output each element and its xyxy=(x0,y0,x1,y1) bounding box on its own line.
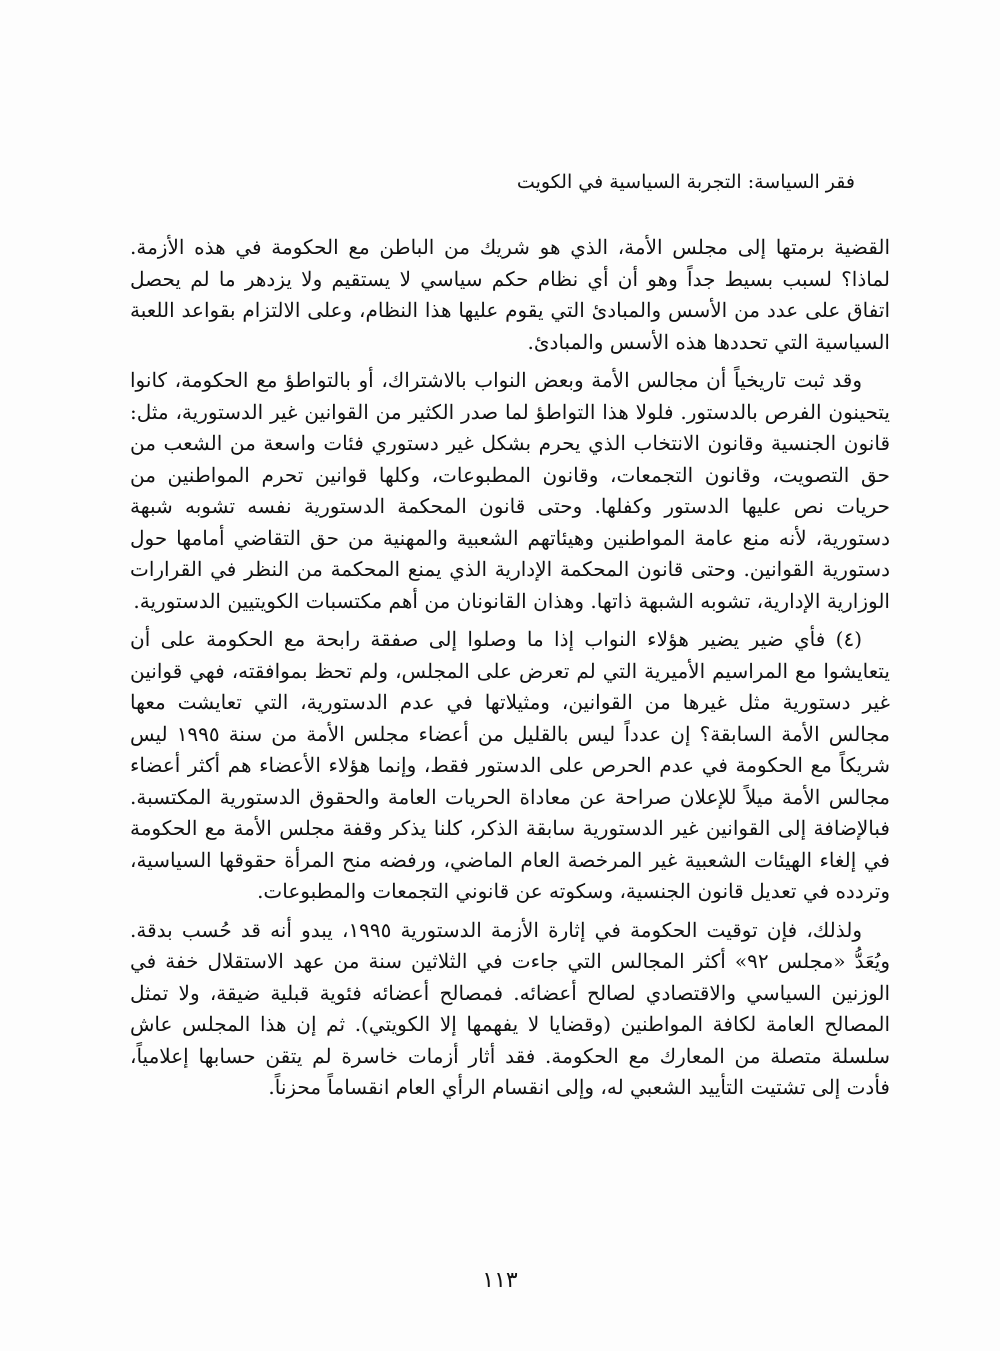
running-header: فقر السياسة: التجربة السياسية في الكويت xyxy=(516,171,855,193)
paragraph: ولذلك، فإن توقيت الحكومة في إثارة الأزمة الدستورية ١٩٩٥، يبدو أنه قد حُسب بدقة. ويُعَدُّ «مجلس ٩٢» أكثر المجالس التي جاءت في الثلاثين سنة من عهد الاستقلال خفة في الوزنين السياسي والاقتصادي لصالح أعضائه. فمصالح أعضائه فئوية قبلية ضيقة، ولا تمثل المصالح العامة لكافة المواطنين (وقضايا لا يفهمها إلا الكويتي). ثم إن هذا المجلس عاش سلسلة متصلة من المعارك مع الحكومة. فقد أثار أزمات خاسرة لم يتقن حسابها إعلامياً، فأدت إلى تشتيت التأييد الشعبي له، وإلى انقسام الرأي العام انقساماً محزناً. xyxy=(130,917,890,1099)
paragraph: القضية برمتها إلى مجلس الأمة، الذي هو شريك من الباطن مع الحكومة في هذه الأزمة. لماذا؟ لسبب بسيط جداً وهو أن أي نظام حكم سياسي لا يستقيم ولا يزدهر ما لم يحصل اتفاق على عدد من الأسس والمبادئ التي يقوم عليها هذا النظام، وعلى الالتزام بقواعد اللعبة السياسية التي تحددها هذه الأسس والمبادئ. xyxy=(130,235,890,354)
page-number: ١١٣ xyxy=(482,1268,518,1293)
body-text xyxy=(130,232,890,1111)
paragraph: وقد ثبت تاريخياً أن مجالس الأمة وبعض النواب بالاشتراك، أو بالتواطؤ مع الحكومة، كانوا يتحينون الفرص بالدستور. فلولا هذا التواطؤ لما صدر الكثير من القوانين غير الدستورية، مثل: قانون الجنسية وقانون الانتخاب الذي يحرم بشكل غير دستوري فئات واسعة من الشعب من حق التصويت، وقانون التجمعات، وقانون المطبوعات، وكلها قوانين تحرم المواطنين من حريات نص عليها الدستور وكفلها. وحتى قانون المحكمة الدستورية نفسه تشوبه شبهة دستورية، لأنه منع عامة المواطنين وهيئاتهم الشعبية والمهنية من حق التقاضي أمامها حول دستورية القوانين. وحتى قانون المحكمة الإدارية الذي يمنع المحكمة من النظر في القرارات الوزارية الإدارية، تشوبه الشبهة ذاتها. وهذان القانونان من أهم مكتسبات الكويتيين الدستورية. xyxy=(130,368,890,613)
paragraph: (٤) فأي ضير يضير هؤلاء النواب إذا ما وصلوا إلى صفقة رابحة مع الحكومة على أن يتعايشوا مع المراسيم الأميرية التي لم تعرض على المجلس، ولم تحظ بموافقته، فهي قوانين غير دستورية مثل غيرها من القوانين، ومثيلاتها في عدم الدستورية، التي تعايشت معها مجالس الأمة السابقة؟ إن عدداً ليس بالقليل من أعضاء مجلس الأمة من سنة ١٩٩٥ ليس شريكاً مع الحكومة في عدم الحرص على الدستور فقط، وإنما هؤلاء الأعضاء هم أكثر أعضاء مجالس الأمة ميلاً للإعلان صراحة عن معاداة الحريات العامة والحقوق الدستورية المكتسبة. فبالإضافة إلى القوانين غير الدستورية سابقة الذكر، كلنا يذكر وقفة مجلس الأمة مع الحكومة في إلغاء الهيئات الشعبية غير المرخصة العام الماضي، ورفضه منح المرأة حقوقها السياسية، وتردده في تعديل قانون الجنسية، وسكوته عن قانوني التجمعات والمطبوعات. xyxy=(130,627,891,903)
